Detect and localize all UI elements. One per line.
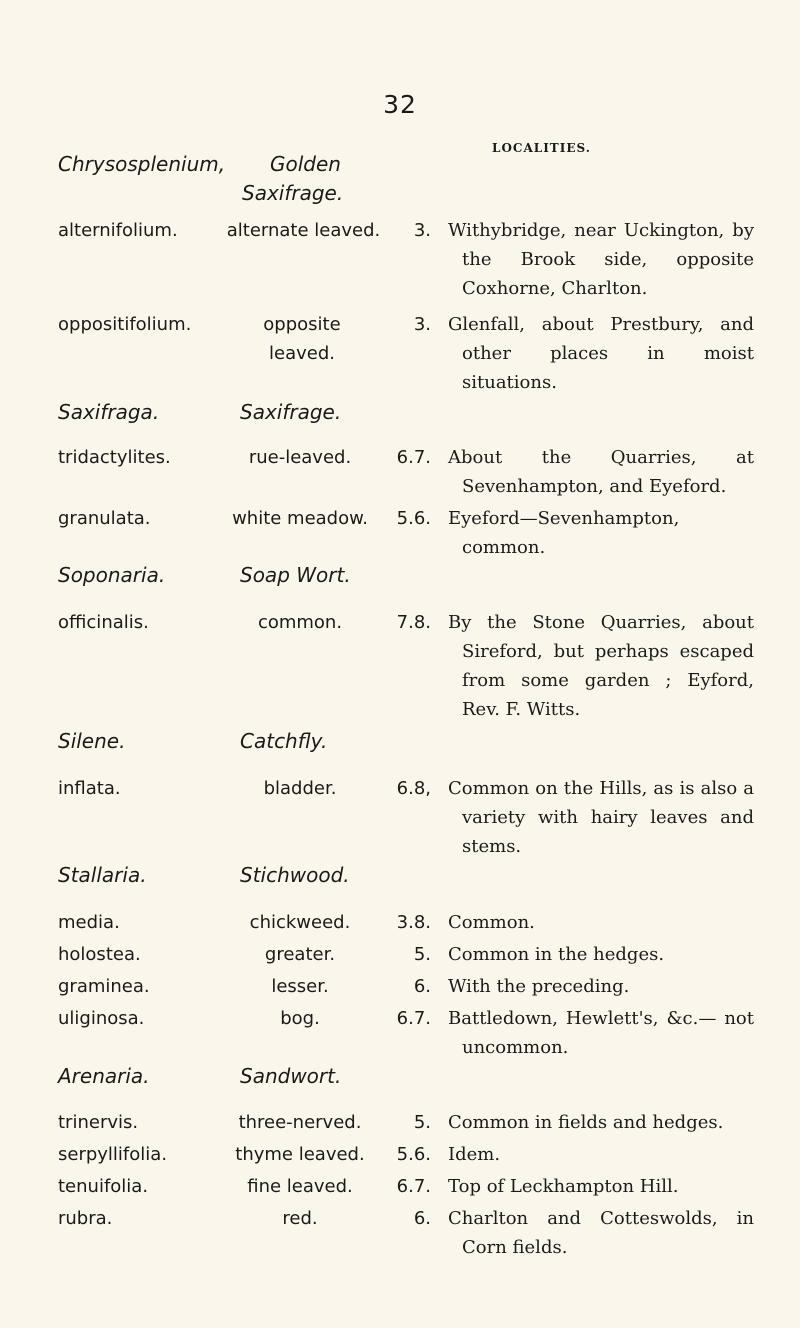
genus-latin: Soponaria. <box>58 563 166 587</box>
flowering-months: 5.6. <box>396 508 431 529</box>
species-common: three-nerved. <box>238 1112 362 1133</box>
species-latin: media. <box>58 912 120 933</box>
flowering-months: 6. <box>413 1208 431 1229</box>
locality: Idem. <box>448 1144 501 1165</box>
genus-common: Sandwort. <box>240 1064 342 1088</box>
species-common: rue-leaved. <box>248 447 352 468</box>
species-latin: granulata. <box>58 508 151 529</box>
flowering-months: 6. <box>413 976 431 997</box>
locality: With the preceding. <box>448 976 630 997</box>
locality: Common on the Hills, as is also a variety with hairy leaves and stems. <box>448 778 754 857</box>
genus-latin: Arenaria. <box>58 1064 150 1088</box>
species-latin: trinervis. <box>58 1112 139 1133</box>
species-latin: holostea. <box>58 944 141 965</box>
genus-latin: Chrysosplenium, <box>58 152 226 176</box>
species-common: greater. <box>264 944 336 965</box>
flowering-months: 7.8. <box>396 612 431 633</box>
locality: Common. <box>448 912 535 933</box>
flowering-months: 6.7. <box>396 1008 431 1029</box>
flowering-months: 5. <box>413 1112 431 1133</box>
genus-common: Golden <box>270 152 341 176</box>
species-latin: alternifolium. <box>58 220 178 241</box>
species-common: thyme leaved. <box>235 1144 365 1165</box>
flowering-months: 3.8. <box>396 912 431 933</box>
locality: Top of Leckhampton Hill. <box>448 1176 679 1197</box>
genus-latin: Silene. <box>58 729 126 753</box>
locality: Common in fields and hedges. <box>448 1112 724 1133</box>
flowering-months: 6.8, <box>396 778 431 799</box>
genus-common: Catchfly. <box>240 729 328 753</box>
locality: About the Quarries, at Sevenhampton, and Eyeford. <box>448 447 754 497</box>
species-common: common. <box>257 612 343 633</box>
species-common: red. <box>282 1208 318 1229</box>
species-latin: officinalis. <box>58 612 149 633</box>
flowering-months: 3. <box>413 220 431 241</box>
page-number: 32 <box>383 90 417 119</box>
species-common: chickweed. <box>249 912 351 933</box>
species-latin: rubra. <box>58 1208 113 1229</box>
species-common: bladder. <box>263 778 337 799</box>
flowering-months: 5.6. <box>396 1144 431 1165</box>
locality: Charlton and Cotteswolds, in Corn fields. <box>448 1208 754 1258</box>
locality: Battledown, Hewlett's, &c.— not uncommon. <box>448 1008 754 1058</box>
locality: Common in the hedges. <box>448 944 665 965</box>
genus-common: Saxifrage. <box>240 400 342 424</box>
species-latin: serpyllifolia. <box>58 1144 168 1165</box>
locality: By the Stone Quarries, about Sireford, but perhaps escaped from some garden ; Eyford, Rev. F. Witts. <box>448 612 754 720</box>
species-common: bog. <box>280 1008 320 1029</box>
species-latin: tenuifolia. <box>58 1176 149 1197</box>
species-common: fine leaved. <box>247 1176 353 1197</box>
species-common: lesser. <box>271 976 329 997</box>
species-common: white meadow. <box>232 508 368 529</box>
locality: Eyeford—Sevenhampton, common. <box>448 508 680 558</box>
species-latin: oppositifolium. <box>58 314 192 335</box>
flowering-months: 6.7. <box>396 1176 431 1197</box>
genus-common: Soap Wort. <box>240 563 351 587</box>
species-common: alternate leaved. <box>226 220 381 241</box>
flowering-months: 5. <box>413 944 431 965</box>
locality: Withybridge, near Uckington, by the Brook side, opposite Coxhorne, Charlton. <box>448 220 754 299</box>
species-latin: graminea. <box>58 976 150 997</box>
species-latin: tridactylites. <box>58 447 171 468</box>
genus-common: Stichwood. <box>240 863 350 887</box>
flowering-months: 6.7. <box>396 447 431 468</box>
genus-latin: Saxifraga. <box>58 400 160 424</box>
genus-common: Saxifrage. <box>242 181 344 205</box>
species-common: opposite leaved. <box>263 314 341 364</box>
species-latin: inflata. <box>58 778 121 799</box>
genus-latin: Stallaria. <box>58 863 147 887</box>
localities-header: LOCALITIES. <box>492 141 591 155</box>
species-latin: uliginosa. <box>58 1008 145 1029</box>
flowering-months: 3. <box>413 314 431 335</box>
locality: Glenfall, about Prestbury, and other places in moist situations. <box>448 314 754 393</box>
